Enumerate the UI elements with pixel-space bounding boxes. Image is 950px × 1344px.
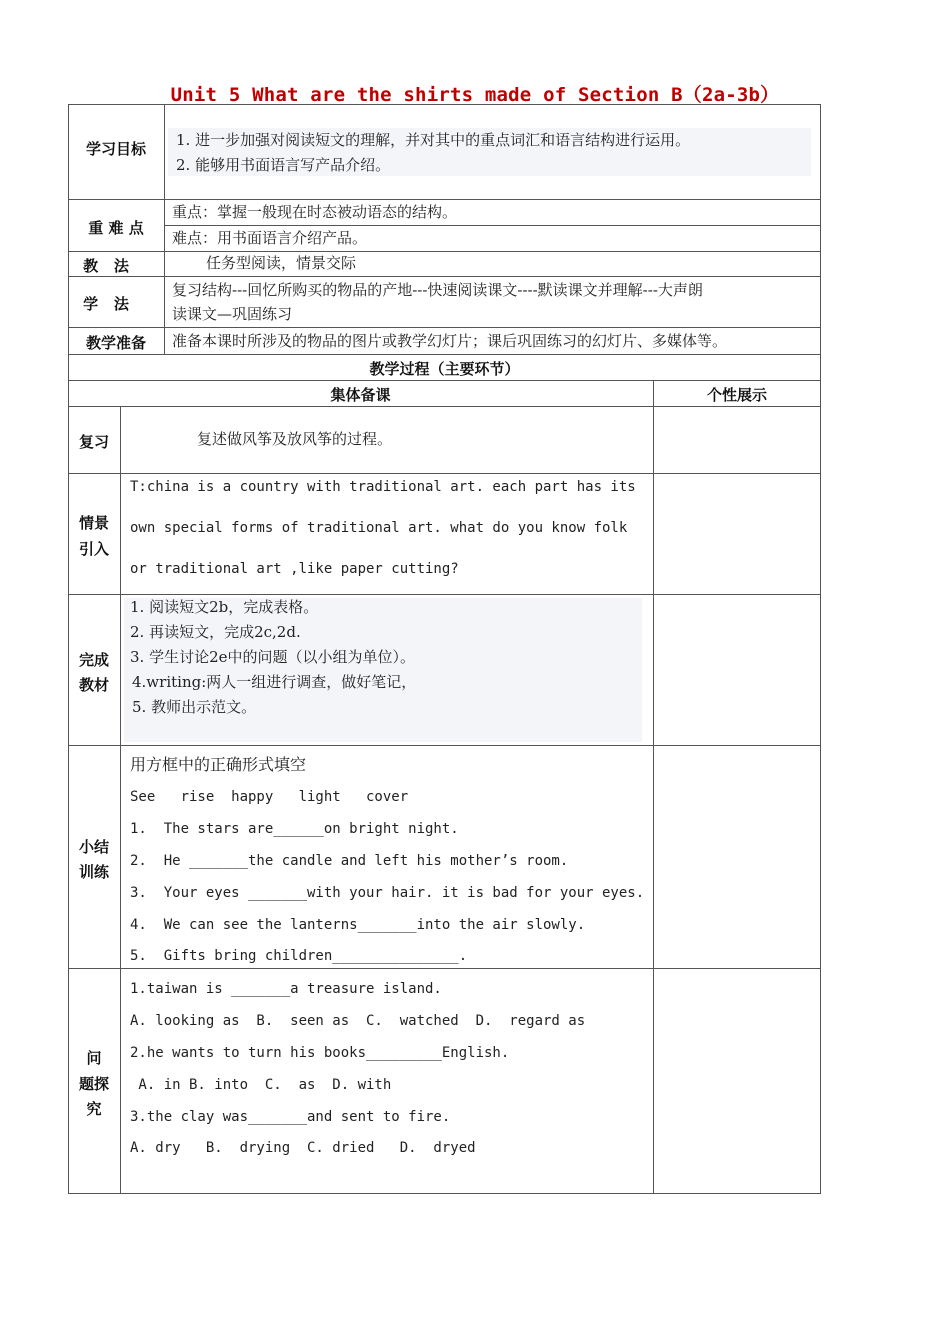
row-divider xyxy=(68,327,821,328)
teaching-method-label: 教 法 xyxy=(83,257,129,275)
review-text: 复述做风筝及放风筝的过程。 xyxy=(197,430,393,448)
document-title: Unit 5 What are the shirts made of Section B（2a-3b） xyxy=(170,84,780,106)
textbook-item: 5. 教师出示范文。 xyxy=(132,698,257,716)
review-label: 复习 xyxy=(78,433,109,451)
col-divider xyxy=(653,380,654,1194)
col-divider xyxy=(164,104,165,354)
explore-line: A. dry B. drying C. dried D. dryed xyxy=(130,1140,476,1156)
summary-item: 3. Your eyes _______with your hair. it is bad for your eyes. xyxy=(130,885,645,901)
prep-text: 准备本课时所涉及的物品的图片或教学幻灯片；课后巩固练习的幻灯片、多媒体等。 xyxy=(172,332,728,350)
textbook-item: 2. 再读短文，完成2c,2d. xyxy=(130,623,301,641)
row-divider xyxy=(68,406,821,407)
summary-item: 4. We can see the lanterns_______into the air slowly. xyxy=(130,917,586,933)
goals-label: 学习目标 xyxy=(85,140,146,158)
summary-item: 2. He _______the candle and left his mother’s room. xyxy=(130,853,569,869)
intro-label: 情景 xyxy=(78,514,109,532)
learning-method-line: 读课文—巩固练习 xyxy=(172,305,293,323)
learning-method-line: 复习结构---回忆所购买的物品的产地---快速阅读课文----默读课文并理解---大声朗 xyxy=(172,281,703,299)
goal-item: 1. 进一步加强对阅读短文的理解，并对其中的重点词汇和语言结构进行运用。 xyxy=(176,131,691,149)
row-divider xyxy=(68,251,821,252)
textbook-item: 3. 学生讨论2e中的问题（以小组为单位）。 xyxy=(130,648,416,666)
row-divider xyxy=(68,276,821,277)
goal-item: 2. 能够用书面语言写产品介绍。 xyxy=(176,156,391,174)
prep-label: 教学准备 xyxy=(85,334,146,352)
key-label: 重 难 点 xyxy=(88,219,144,237)
explore-line: 3.the clay was_______and sent to fire. xyxy=(130,1109,451,1125)
textbook-label: 教材 xyxy=(78,676,109,694)
explore-line: A. looking as B. seen as C. watched D. regard as xyxy=(130,1013,586,1029)
intro-line: T:china is a country with traditional art. each part has its xyxy=(130,479,636,495)
summary-item: 1. The stars are______on bright night. xyxy=(130,821,459,837)
row-divider xyxy=(68,354,821,355)
key-difficulty: 难点：用书面语言介绍产品。 xyxy=(172,229,368,247)
intro-line: or traditional art ,like paper cutting? xyxy=(130,561,459,577)
explore-line: 1.taiwan is _______a treasure island. xyxy=(130,981,442,997)
process-header: 教学过程（主要环节） xyxy=(369,360,520,378)
row-divider xyxy=(68,380,821,381)
explore-line: A. in B. into C. as D. with xyxy=(130,1077,392,1093)
summary-label: 小结 xyxy=(78,838,109,856)
row-divider xyxy=(68,473,821,474)
teaching-method-text: 任务型阅读，情景交际 xyxy=(206,254,357,272)
learning-method-label: 学 法 xyxy=(83,295,129,313)
col-personal-header: 个性展示 xyxy=(706,386,767,404)
intro-label: 引入 xyxy=(78,540,109,558)
intro-line: own special forms of traditional art. what do you know folk xyxy=(130,520,628,536)
explore-label: 究 xyxy=(86,1100,102,1118)
textbook-item: 1. 阅读短文2b，完成表格。 xyxy=(130,598,319,616)
row-divider xyxy=(68,745,821,746)
explore-label: 问 xyxy=(86,1049,102,1067)
explore-line: 2.he wants to turn his books_________English. xyxy=(130,1045,510,1061)
summary-item: 5. Gifts bring children_______________. xyxy=(130,948,468,964)
col-divider xyxy=(120,406,121,1194)
col-main-header: 集体备课 xyxy=(330,386,391,404)
textbook-item: 4.writing:两人一组进行调查，做好笔记， xyxy=(132,673,417,691)
textbook-label: 完成 xyxy=(78,651,109,669)
row-divider xyxy=(68,968,821,969)
summary-label: 训练 xyxy=(78,863,109,881)
summary-words: See rise happy light cover xyxy=(130,789,409,805)
explore-label: 题探 xyxy=(78,1075,109,1093)
summary-instruction: 用方框中的正确形式填空 xyxy=(130,755,307,774)
key-focus: 重点：掌握一般现在时态被动语态的结构。 xyxy=(172,203,458,221)
